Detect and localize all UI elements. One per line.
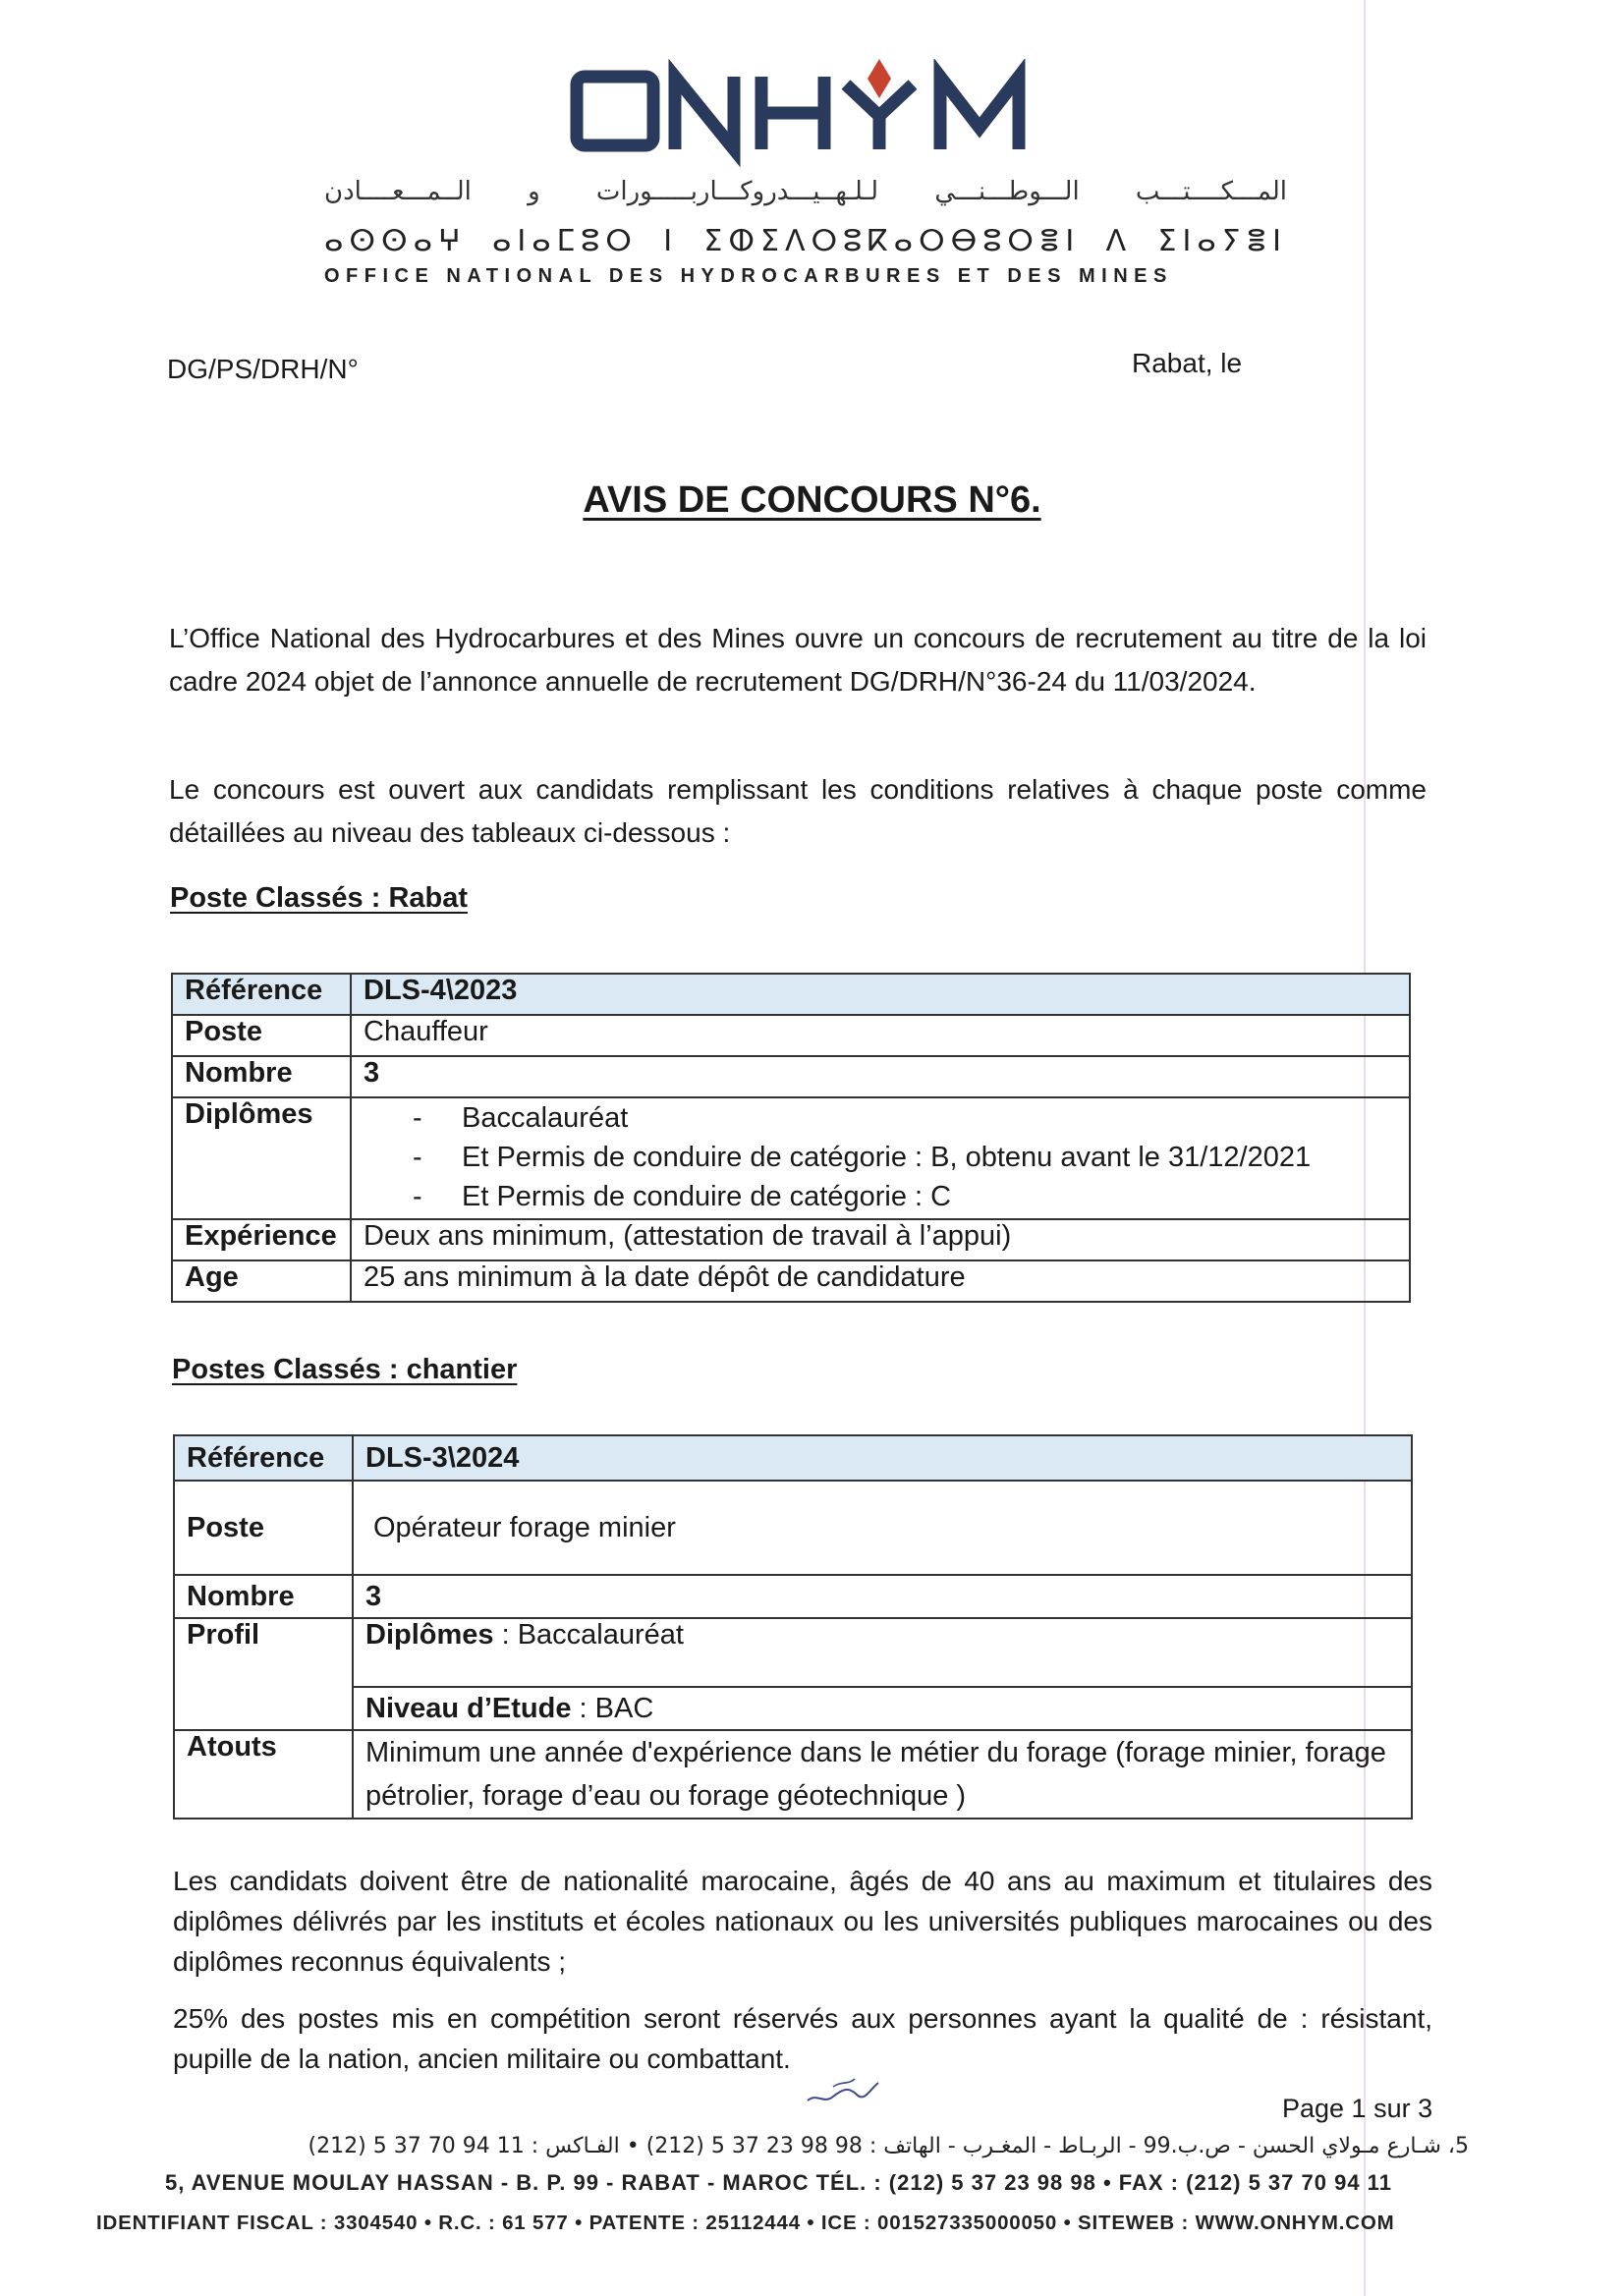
document-place-date: Rabat, le (1132, 348, 1243, 378)
poste-value: Opérateur forage minier (353, 1481, 1412, 1575)
poste-value: Chauffeur (351, 1015, 1410, 1056)
section-heading-chantier: Postes Classés : chantier (172, 1354, 518, 1385)
age-value: 25 ans minimum à la date dépôt de candidature (351, 1260, 1410, 1302)
niveau-value: : BAC (571, 1692, 654, 1724)
diamond-icon (868, 59, 891, 98)
nombre-value: 3 (351, 1056, 1410, 1097)
closing-paragraph-2: 25% des postes mis en compétition seront réservés aux personnes ayant la qualité de : résistant, pupille de la nation, ancien militaire ou combattant. (173, 2003, 1432, 2074)
atouts-value: Minimum une année d'expérience dans le métier du forage (forage minier, forage pétrolier, forage d’eau ou forage géotechnique ) (353, 1730, 1412, 1819)
list-item: - Baccalauréat (413, 1098, 1397, 1138)
ref-label: Référence (172, 974, 351, 1015)
ref-value: DLS-3\2024 (353, 1435, 1412, 1481)
nombre-label: Nombre (174, 1575, 353, 1618)
job-table-chantier (173, 1434, 1413, 1820)
list-item: - Et Permis de conduire de catégorie : C (413, 1177, 1397, 1216)
diplomes-value: : Baccalauréat (493, 1619, 684, 1651)
onhym-logo (0, 59, 1624, 167)
profil-niveau (353, 1687, 1412, 1730)
job-table-rabat (171, 973, 1411, 1303)
diplomes-key: Diplômes (365, 1619, 494, 1651)
onhym-logo-mark (567, 59, 1058, 167)
list-item: - Et Permis de conduire de catégorie : B, obtenu avant le 31/12/2021 (413, 1138, 1397, 1177)
nombre-value: 3 (353, 1575, 1412, 1618)
page-title (0, 479, 1624, 522)
age-label: Age (172, 1260, 351, 1302)
poste-label: Poste (172, 1015, 351, 1056)
atouts-label: Atouts (174, 1730, 353, 1819)
intro-paragraph-1: L’Office National des Hydrocarbures et des Mines ouvre un concours de recrutement au titre de la loi cadre 2024 objet de l’annonce annuelle de recrutement DG/DRH/N°36-24 du 11/03/2024. (169, 623, 1427, 697)
poste-label: Poste (174, 1481, 353, 1575)
org-name-arabic: المـــكــــتـــب الـــوطـــنـــي لـلـهــيـــدروكـــاربـــــورات و الــمـــعــــادن (324, 177, 1287, 206)
profil-label: Profil (174, 1618, 353, 1730)
ref-value: DLS-4\2023 (351, 974, 1410, 1015)
footer-address-arabic: 5، شـارع مـولاي الحسن - ص.ب.99 - الربـاط - المغـرب - الهاتف : 98 98 23 37 5 (212) • الفـاكس : 11 94 70 37 5 (212) (308, 2134, 1469, 2158)
niveau-key: Niveau d’Etude (365, 1692, 572, 1724)
signature-initials (804, 2075, 882, 2108)
closing-paragraph-1: Les candidats doivent être de nationalité marocaine, âgés de 40 ans au maximum et titulaires des diplômes délivrés par les instituts et écoles nationaux ou les universités publiques marocaines ou des diplômes reconnus équivalents ; (173, 1866, 1432, 1977)
org-name-tifinagh: ⴰⵙⵙⴰⵖ ⴰⵏⴰⵎⵓⵔ ⵏ ⵉⵀⵉⴷⵔⵓⴽⴰⵔⴱⵓⵔⴻⵏ ⴷ ⵉⵏⴰⵢⴻⵏ (324, 224, 1287, 258)
org-name-french: OFFICE NATIONAL DES HYDROCARBURES ET DES MINES (324, 265, 1173, 287)
footer-company-ids: IDENTIFIANT FISCAL : 3304540 • R.C. : 61 577 • PATENTE : 25112444 • ICE : 001527335000050 • SITEWEB : WWW.ONHYM.COM (96, 2212, 1395, 2234)
diplomes-label: Diplômes (172, 1097, 351, 1219)
experience-label: Expérience (172, 1219, 351, 1260)
footer-address-french: 5, AVENUE MOULAY HASSAN - B. P. 99 - RABAT - MAROC TÉL. : (212) 5 37 23 98 98 • FAX : (212) 5 37 70 94 11 (165, 2170, 1392, 2195)
nombre-label: Nombre (172, 1056, 351, 1097)
title-text: AVIS DE CONCOURS N°6. (583, 479, 1041, 521)
intro-paragraph-2: Le concours est ouvert aux candidats remplissant les conditions relatives à chaque poste comme détaillées au niveau des tableaux ci-dessous : (169, 774, 1427, 848)
diplomes-list-cell (351, 1097, 1410, 1219)
profil-diplomes (353, 1618, 1412, 1687)
diplomes-list (364, 1098, 1397, 1216)
experience-value: Deux ans minimum, (attestation de travail à l’appui) (351, 1219, 1410, 1260)
section-heading-rabat: Poste Classés : Rabat (170, 882, 469, 914)
page-number: Page 1 sur 3 (1282, 2094, 1433, 2123)
document-reference: DG/PS/DRH/N° (167, 354, 359, 384)
ref-label: Référence (174, 1435, 353, 1481)
